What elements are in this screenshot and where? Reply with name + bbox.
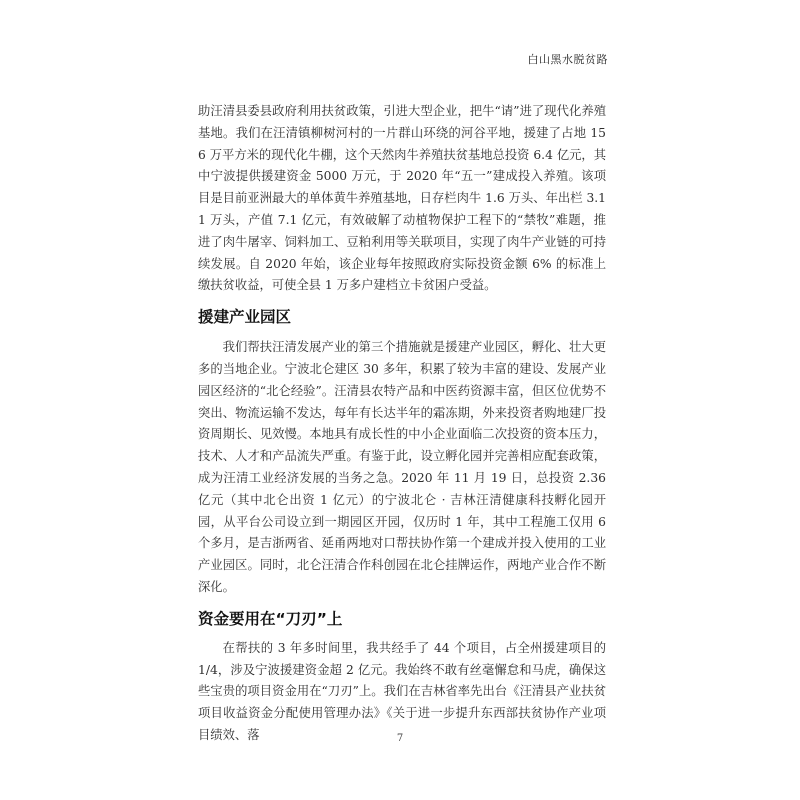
section-paragraph-funds: 在帮扶的 3 年多时间里，我共经手了 44 个项目，占全州援建项目的 1/4，涉及宁波援建资金超 2 亿元。我始终不敢有丝毫懈怠和马虎，确保这些宝贵的项目资金用在“刀刃”上。我们在吉林省率先出台《汪清县产业扶贫项目收益资金分配使用管理办法》《关于进一步提升东西部扶贫协作产业项目绩效、落 (198, 640, 606, 742)
running-header-title: 白山黑水脱贫路 (527, 53, 608, 66)
page-body (198, 90, 606, 747)
intro-paragraph: 助汪清县委县政府利用扶贫政策，引进大型企业，把牛“请”进了现代化养殖基地。我们在汪清镇柳树河村的一片群山环绕的河谷平地，援建了占地 156 万平方米的现代化牛棚，这个天然肉牛养殖扶贫基地总投资 6.4 亿元，其中宁波提供援建资金 5000 万元，于 2020 年“五一”建成投入养殖。该项目是目前亚洲最大的单体黄牛养殖基地，日存栏肉牛 1.6 万头、年出栏 3.11 万头，产值 7.1 亿元，有效破解了动植物保护工程下的“禁牧”难题，推进了肉牛屠宰、饲料加工、豆粕利用等关联项目，实现了肉牛产业链的可持续发展。自 2020 年始，该企业每年按照政府实际投资金额 6% 的标准上缴扶贫收益，可使全县 1 万多户建档立卡贫困户受益。 (198, 104, 607, 293)
section-heading-industrial-park: 援建产业园区 (198, 308, 292, 327)
page-number: 7 (396, 733, 404, 744)
section-heading-funds: 资金要用在“刀刃”上 (198, 609, 343, 628)
section-paragraph-industrial-park: 我们帮扶汪清发展产业的第三个措施就是援建产业园区，孵化、壮大更多的当地企业。宁波北仑建区 30 多年，积累了较为丰富的建设、发展产业园区经济的“北仑经验”。汪清县农特产品和中医药资源丰富，但区位优势不突出、物流运输不发达，每年有长达半年的霜冻期，外来投资者购地建厂投资周期长、见效慢。本地具有成长性的中小企业面临二次投资的资本压力，技术、人才和产品流失严重。有鉴于此，设立孵化园并完善相应配套政策，成为汪清工业经济发展的当务之急。2020 年 11 月 19 日，总投资 2.36 亿元（其中北仑出资 1 亿元）的宁波北仑 · 吉林汪清健康科技孵化园开园，从平台公司设立到一期园区开园，仅历时 1 年，其中工程施工仅用 6 个多月，是吉浙两省、延甬两地对口帮扶协作第一个建成并投入使用的工业产业园区。同时，北仑汪清合作科创园在北仑挂牌运作，两地产业合作不断深化。 (198, 340, 606, 594)
